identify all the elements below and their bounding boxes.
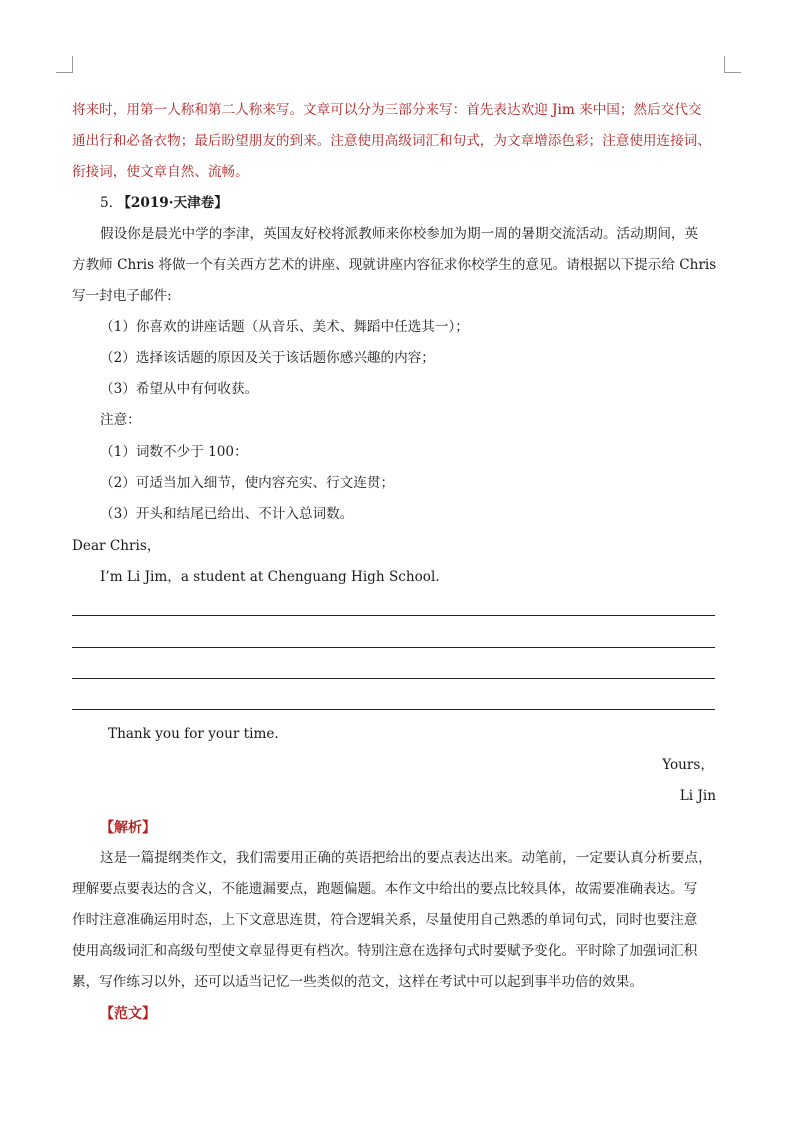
hint-line-3: 衔接词，使文章自然、流畅。 (72, 164, 249, 180)
question-header (100, 197, 228, 211)
writing-line-4 (72, 709, 715, 710)
question-number: 5. (100, 195, 113, 211)
analysis-title: 【解析】 (100, 820, 156, 836)
analysis-line-2: 理解要点要表达的含义，不能遗漏要点，跑题偏题。本作文中给出的要点比较具体，故需要准确表达。写 (72, 881, 698, 897)
writing-line-2 (72, 647, 715, 648)
model-essay-title: 【范文】 (100, 1006, 156, 1022)
notes-title: 注意： (100, 412, 141, 428)
letter-signoff: Yours， (662, 757, 714, 773)
analysis-line-5: 累，写作练习以外，还可以适当记忆一些类似的范文，这样在考试中可以起到事半功倍的效果。 (72, 974, 643, 990)
crop-mark-top-right (724, 56, 741, 73)
point-1: （1）你喜欢的讲座话题（从音乐、美术、舞蹈中任选其一）； (100, 319, 469, 335)
analysis-line-3: 作时注意准确运用时态，上下文意思连贯，符合逻辑关系，尽量使用自己熟悉的单词句式，同时也要注意 (72, 912, 698, 928)
question-source: 【2019·天津卷】 (117, 195, 228, 211)
point-3: （3）希望从中有何收获。 (100, 381, 259, 397)
note-2: （2）可适当加入细节，使内容充实、行文连贯； (100, 475, 395, 491)
prompt-line-1: 假设你是晨光中学的李津，英国友好校将派教师来你校参加为期一周的暑期交流活动。活动期间，英 (100, 226, 699, 242)
letter-opening: I’m Li Jim，a student at Chenguang High School. (100, 569, 440, 585)
prompt-line-3: 写一封电子邮件: (72, 288, 172, 304)
letter-signature: Li Jin (679, 788, 716, 804)
writing-line-3 (72, 678, 715, 679)
point-2: （2）选择该话题的原因及关于该话题你感兴趣的内容； (100, 350, 435, 366)
letter-closing: Thank you for your time. (108, 726, 279, 742)
letter-salutation: Dear Chris， (72, 538, 161, 554)
hint-line-2: 通出行和必备衣物；最后盼望朋友的到来。注意使用高级词汇和句式，为文章增添色彩；注意使用连接词、 (72, 133, 711, 149)
crop-mark-top-left (56, 56, 73, 73)
analysis-line-1: 这是一篇提纲类作文，我们需要用正确的英语把给出的要点表达出来。动笔前，一定要认真分析要点， (100, 850, 712, 866)
note-1: （1）词数不少于 100： (100, 444, 248, 460)
prompt-line-2: 方教师 Chris 将做一个有关西方艺术的讲座、现就讲座内容征求你校学生的意见。请根据以下提示给 Chris (72, 257, 717, 273)
analysis-line-4: 使用高级词汇和高级句型使文章显得更有档次。特别注意在选择句式时要赋予变化。平时除了加强词汇积 (72, 943, 698, 959)
note-3: （3）开头和结尾已给出、不计入总词数。 (100, 506, 354, 522)
hint-line-1: 将来时，用第一人称和第二人称来写。文章可以分为三部分来写：首先表达欢迎 Jim 来中国；然后交代交 (72, 102, 702, 118)
writing-line-1 (72, 615, 715, 616)
